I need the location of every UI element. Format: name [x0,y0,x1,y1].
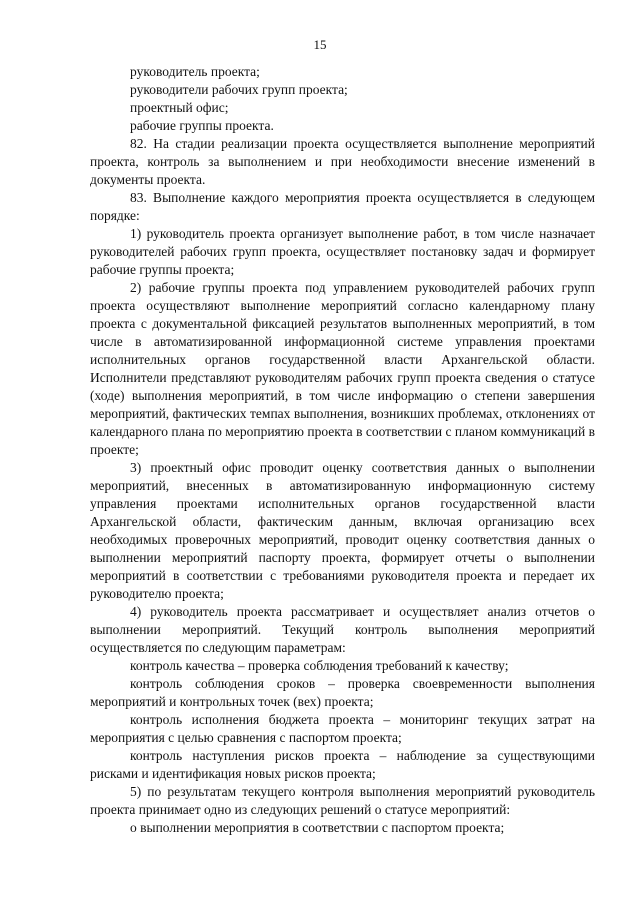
paragraph-83-item-2: 2) рабочие группы проекта под управлением руководителей рабочих групп проекта осуществляют выполнение мероприятий согласно календарному плану проекта с документальной фиксацией результатов выполненных мероприятий, в том числе в автоматизированной информационной системе управления проектами исполнительных органов государственной власти Архангельской области. Исполнители представляют руководителям рабочих групп проекта сведения о статусе (ходе) выполнения мероприятий, в том числе информацию о степени завершения мероприятий, фактических темпах выполнения, возникших проблемах, отклонениях от календарного плана по мероприятию проекта в соответствии с планом коммуникаций в проекте; [90,280,595,457]
paragraph-82: 82. На стадии реализации проекта осуществляется выполнение мероприятий проекта, контроль за выполнением и при необходимости внесение изменений в документы проекта. [90,136,595,187]
paragraph-schedule-control: контроль соблюдения сроков – проверка своевременности выполнения мероприятий и контрольных точек (вех) проекта; [90,676,595,709]
page-number: 15 [313,37,327,52]
paragraph-risk-control: контроль наступления рисков проекта – наблюдение за существующими рисками и идентификация новых рисков проекта; [90,748,595,781]
paragraph-quality-control: контроль качества – проверка соблюдения требований к качеству; [130,658,509,673]
paragraph-83-item-4: 4) руководитель проекта рассматривает и осуществляет анализ отчетов о выполнении мероприятий. Текущий контроль выполнения мероприятий осуществляется по следующим параметрам: [90,604,595,655]
paragraph-83-item-3: 3) проектный офис проводит оценку соответствия данных о выполнении мероприятий, внесенных в автоматизированную информационную систему управления проектами исполнительных органов государственной власти Архангельской области, фактическим данным, включая организацию всех необходимых проверочных мероприятий, проводит оценку соответствия данных о выполнении мероприятий паспорту проекта, формирует отчеты о выполнении мероприятий в соответствии с требованиями руководителя проекта и передает их руководителю проекта; [90,460,595,601]
paragraph-working-group-leaders: руководители рабочих групп проекта; [130,82,348,97]
paragraph-decision-completed: о выполнении мероприятия в соответствии с паспортом проекта; [130,820,505,835]
document-body [90,63,595,837]
paragraph-project-leader: руководитель проекта; [130,64,260,79]
paragraph-working-groups: рабочие группы проекта. [130,118,274,133]
paragraph-83-item-1: 1) руководитель проекта организует выполнение работ, в том числе назначает руководителей рабочих групп проекта, осуществляет постановку задач и формирует рабочие группы проекта; [90,226,595,277]
paragraph-83-item-5: 5) по результатам текущего контроля выполнения мероприятий руководитель проекта принимает одно из следующих решений о статусе мероприятий: [90,784,595,817]
paragraph-project-office: проектный офис; [130,100,229,115]
paragraph-budget-control: контроль исполнения бюджета проекта – мониторинг текущих затрат на мероприятия с целью сравнения с паспортом проекта; [90,712,595,745]
paragraph-83: 83. Выполнение каждого мероприятия проекта осуществляется в следующем порядке: [90,190,595,223]
